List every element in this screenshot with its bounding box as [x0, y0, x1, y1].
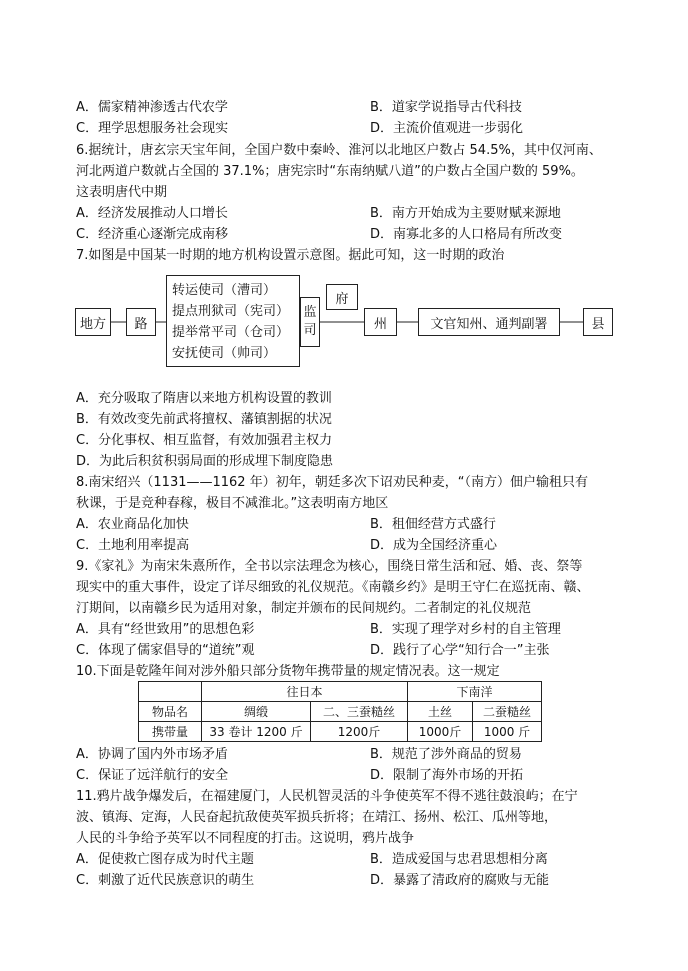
q10-option-b: B．规范了涉外商品的贸易 — [370, 747, 522, 762]
q10-option-c: C．保证了远洋航行的安全 — [76, 768, 229, 783]
q9-stem-line-2: 现实中的重大事件，设定了详尽细致的礼仪规范。《南赣乡约》是明王守仁在巡抚南、赣、 — [76, 580, 590, 595]
table-group-nanyang: 下南洋 — [408, 682, 542, 702]
q9-stem-line-3: 汀期间，以南赣乡民为适用对象，制定并颁布的民间规约。二者制定的礼仪规范 — [76, 601, 532, 616]
node-lu: 路 — [126, 308, 156, 336]
q10-option-a: A．协调了国内外市场矛盾 — [76, 747, 228, 762]
service-tiju-changping: 提举常平司（仓司） — [172, 325, 290, 340]
q11-option-b: B．造成爱国与忠君思想相分离 — [370, 852, 548, 867]
q6-option-d: D．南寡北多的人口格局有所改变 — [370, 227, 563, 242]
q5-option-c: C．理学思想服务社会现实 — [76, 121, 229, 136]
table-group-japan: 往日本 — [202, 682, 408, 702]
jiansi-char-1: 监 — [303, 305, 317, 320]
q8-option-b: B．租佃经营方式盛行 — [370, 517, 496, 532]
q9-stem-line-1: 9.《家礼》为南宋朱熹所作，全书以宗法理念为核心，围绕日常生活和冠、婚、丧、祭等 — [76, 559, 583, 574]
node-zhou: 州 — [364, 308, 397, 336]
table-row-label: 携带量 — [139, 722, 202, 742]
q9-option-d: D．践行了心学“知行合一”主张 — [370, 643, 550, 658]
q6-option-b: B．南方开始成为主要财赋来源地 — [370, 206, 561, 221]
q7-option-c: C．分化事权、相互监督，有效加强君主权力 — [76, 433, 333, 448]
q11-option-a: A．促使救亡图存成为时代主题 — [76, 852, 254, 867]
q11-stem-line-1: 11.鸦片战争爆发后，在福建厦门，人民机智灵活的斗争使英军不得不逃往鼓浪屿；在宁 — [76, 789, 578, 804]
q7-option-d: D．为此后积贫积弱局面的形成埋下制度隐患 — [76, 454, 334, 469]
table-cell: 1000斤 — [408, 722, 473, 742]
q10-stem: 10.下面是乾隆年间对涉外船只部分货物年携带量的规定情况表。这一规定 — [76, 664, 500, 679]
q11-stem-line-2: 波、镇海、定海，人民奋起抗敌使英军损兵折将；在靖江、扬州、松江、瓜州等地， — [76, 810, 558, 825]
node-difang: 地方 — [75, 308, 111, 336]
q11-option-c: C．刺激了近代民族意识的萌生 — [76, 873, 255, 888]
q9-option-a: A．具有“经世致用”的思想色彩 — [76, 622, 255, 637]
table-cell: 1000 斤 — [473, 722, 542, 742]
node-officials: 文官知州、通判副署 — [418, 308, 560, 336]
table-cell: 绸缎 — [202, 702, 311, 722]
table-cell: 二、三蚕糙丝 — [311, 702, 408, 722]
q5-option-a: A．儒家精神渗透古代农学 — [76, 100, 228, 115]
table-row — [139, 722, 542, 742]
table-row — [139, 702, 542, 722]
q9-option-c: C．体现了儒家倡导的“道统”观 — [76, 643, 255, 658]
diagram-connectors — [0, 0, 688, 400]
table-row — [139, 682, 542, 702]
service-anfu: 安抚使司（帅司） — [172, 346, 277, 361]
table-cell — [139, 682, 202, 702]
q7-stem: 7.如图是中国某一时期的地方机构设置示意图。据此可知，这一时期的政治 — [76, 248, 505, 263]
q8-stem-line-2: 秋课，于是竞种春稼，极目不减淮北。”这表明南方地区 — [76, 496, 389, 511]
q8-option-c: C．土地利用率提高 — [76, 538, 190, 553]
q7-option-b: B．有效改变先前武将擅权、藩镇割据的状况 — [76, 412, 332, 427]
q10-table — [138, 681, 542, 742]
q6-stem-line-1: 6.据统计，唐玄宗天宝年间，全国户数中秦岭、淮河以北地区户数占 54.5%，其中仅河南、 — [76, 143, 602, 158]
q6-option-a: A．经济发展推动人口增长 — [76, 206, 228, 221]
q5-option-d: D．主流价值观进一步弱化 — [370, 121, 524, 136]
table-cell: 33 卷计 1200 斤 — [202, 722, 311, 742]
jiansi-char-2: 司 — [303, 323, 317, 338]
table-cell: 土丝 — [408, 702, 473, 722]
q8-option-d: D．成为全国经济重心 — [370, 538, 498, 553]
table-row-label: 物品名 — [139, 702, 202, 722]
q8-stem-line-1: 8.南宋绍兴（1131——1162 年）初年，朝廷多次下诏劝民种麦，“（南方）佃户输租只有 — [76, 475, 588, 490]
q11-option-d: D．暴露了清政府的腐败与无能 — [370, 873, 550, 888]
q6-stem-line-3: 这表明唐代中期 — [76, 185, 168, 200]
q9-option-b: B．实现了理学对乡村的自主管理 — [370, 622, 561, 637]
table-cell: 1200斤 — [311, 722, 408, 742]
q6-option-c: C．经济重心逐渐完成南移 — [76, 227, 229, 242]
q5-option-b: B．道家学说指导古代科技 — [370, 100, 522, 115]
service-tidian-xingyu: 提点刑狱司（宪司） — [172, 304, 290, 319]
q11-stem-line-3: 人民的斗争给予英军以不同程度的打击。这说明，鸦片战争 — [76, 831, 415, 846]
node-fu: 府 — [326, 284, 358, 310]
node-jiansi — [300, 297, 320, 347]
q10-option-d: D．限制了海外市场的开拓 — [370, 768, 524, 783]
table-cell: 二蚕糙丝 — [473, 702, 542, 722]
service-zhuanyun: 转运使司（漕司） — [172, 283, 277, 298]
q7-option-a: A．充分吸取了隋唐以来地方机构设置的教训 — [76, 391, 332, 406]
node-xian: 县 — [583, 308, 613, 336]
q6-stem-line-2: 河北两道户数就占全国的 37.1%；唐宪宗时“东南纳赋八道”的户数占全国户数的 59%。 — [76, 164, 584, 179]
q8-option-a: A．农业商品化加快 — [76, 517, 189, 532]
